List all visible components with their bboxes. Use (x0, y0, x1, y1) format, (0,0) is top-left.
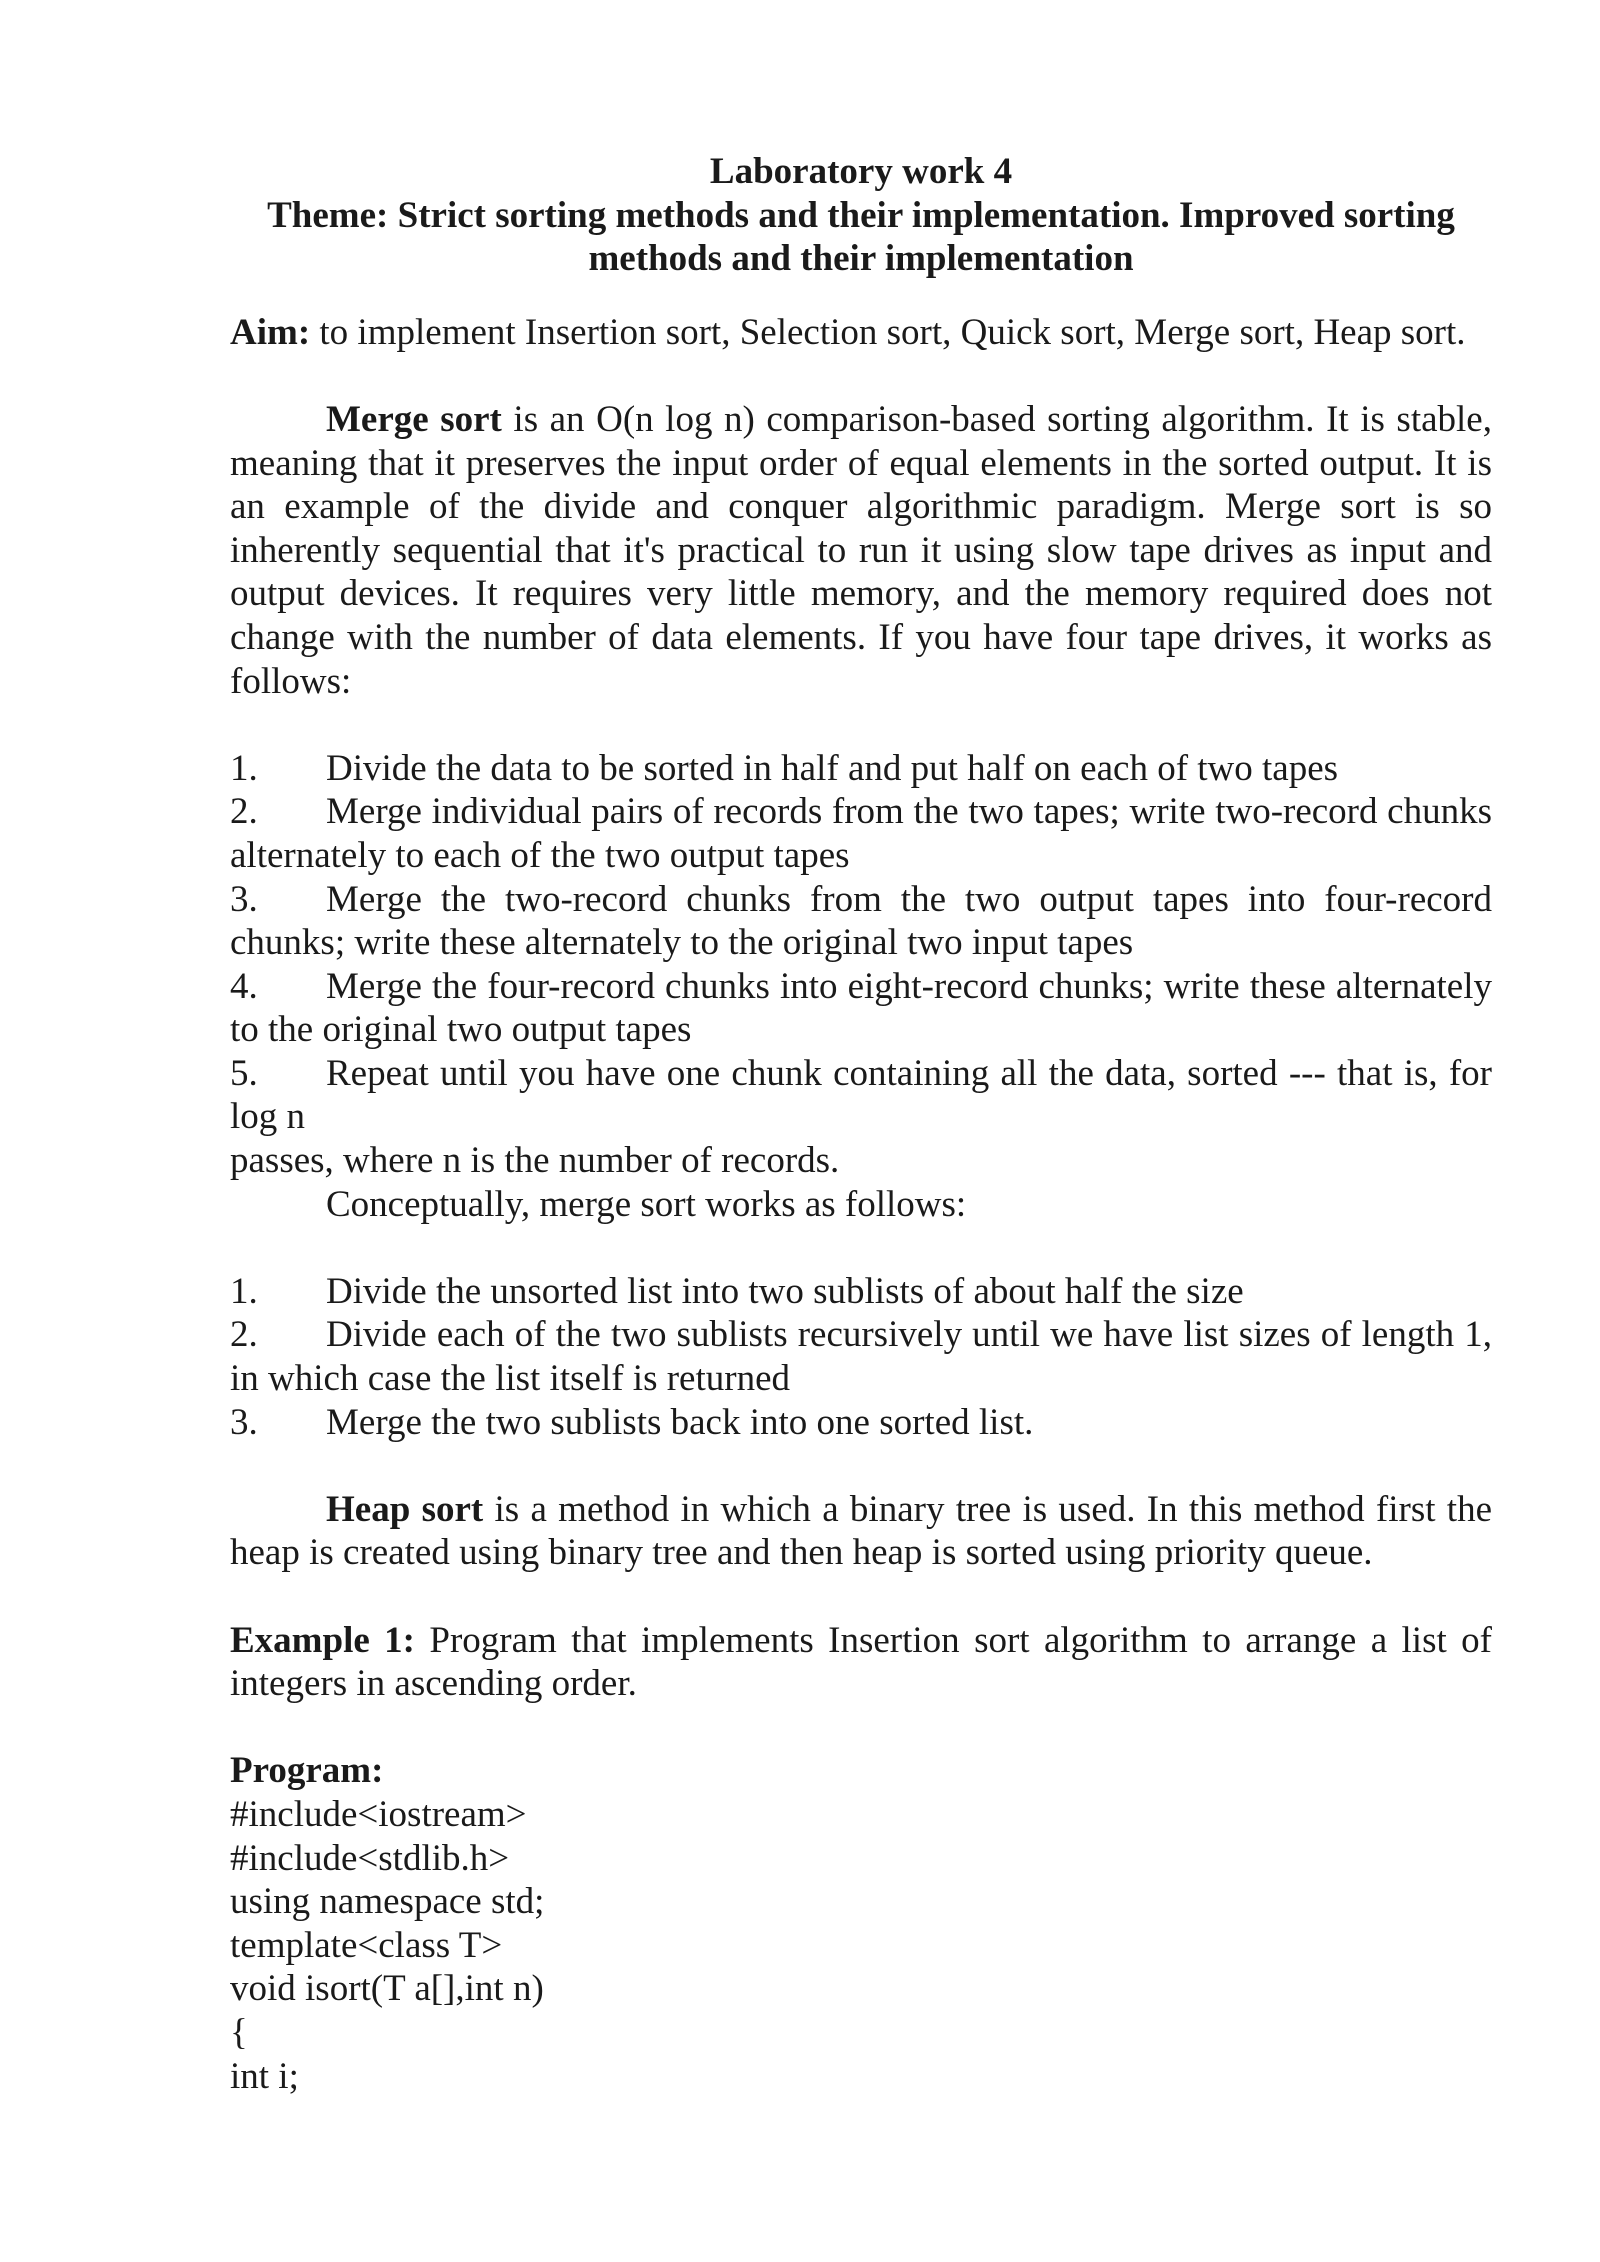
example-1-text: Program that implements Insertion sort algorithm to arrange a list of integers in ascending order. (230, 1619, 1492, 1705)
conceptual-intro: Conceptually, merge sort works as follows: (326, 1183, 967, 1225)
heap-sort-term: Heap sort (326, 1488, 484, 1530)
lab-title: Laboratory work 4 (709, 151, 1013, 192)
aim-text: to implement Insertion sort, Selection sort, Quick sort, Merge sort, Heap sort. (310, 311, 1466, 353)
code-line: template<class T> (230, 1924, 503, 1966)
tape-passes-line: passes, where n is the number of records. (230, 1140, 840, 1182)
merge-sort-term: Merge sort (326, 398, 502, 440)
code-line: { (230, 2011, 248, 2053)
list-item: 3. Merge the two-record chunks from the two output tapes into four-record chunks; write these alternately to the original two input tapes (230, 878, 1492, 964)
code-line: #include<iostream> (230, 1793, 527, 1835)
list-item: 2. Divide each of the two sublists recursively until we have list sizes of length 1, in which case the list itself is returned (230, 1314, 1492, 1400)
list-item: 1. Divide the unsorted list into two sublists of about half the size (230, 1270, 1244, 1312)
heap-sort-text: is a method in which a binary tree is used. In this method first the heap is created using binary tree and then heap is sorted using priority queue. (230, 1488, 1492, 1574)
program-listing (230, 1749, 1492, 2098)
list-item: 1. Divide the data to be sorted in half and put half on each of two tapes (230, 747, 1339, 789)
code-line: using namespace std; (230, 1881, 545, 1923)
title-block (230, 150, 1492, 281)
aim-paragraph (230, 311, 1492, 355)
example-1-label: Example 1: (230, 1619, 415, 1661)
theme-line-1: Theme: Strict sorting methods and their implementation. Improved sorting (267, 194, 1455, 236)
list-item: 2. Merge individual pairs of records from the two tapes; write two-record chunks alternately to each of the two output tapes (230, 791, 1492, 876)
tape-steps-list (230, 747, 1492, 1183)
list-item: 4. Merge the four-record chunks into eight-record chunks; write these alternately to the original two output tapes (230, 965, 1492, 1051)
heap-sort-paragraph (230, 1488, 1492, 1575)
program-label: Program: (230, 1750, 384, 1792)
concept-steps-list (230, 1270, 1492, 1444)
code-line: void isort(T a[],int n) (230, 1968, 544, 2010)
code-line: #include<stdlib.h> (230, 1837, 510, 1879)
list-item: 5. Repeat until you have one chunk containing all the data, sorted --- that is, for log n (230, 1052, 1492, 1138)
theme-line-2: methods and their implementation (588, 238, 1134, 280)
example-1-paragraph (230, 1619, 1492, 1706)
list-item: 3. Merge the two sublists back into one sorted list. (230, 1401, 1034, 1443)
merge-sort-paragraph (230, 398, 1492, 703)
merge-sort-text: is an O(n log n) comparison-based sorting algorithm. It is stable, meaning that it preserves the input order of equal elements in the sorted output. It is an example of the divide and conquer algorithmic paradigm. Merge sort is so inherently sequential that it's practical to run it using slow tape drives as input and output devices. It requires very little memory, and the memory required does not change with the number of data elements. If you have four tape drives, it works as follows: (230, 398, 1492, 702)
code-line: int i; (230, 2055, 299, 2097)
document-page (230, 150, 1492, 2098)
aim-label: Aim: (230, 311, 311, 353)
